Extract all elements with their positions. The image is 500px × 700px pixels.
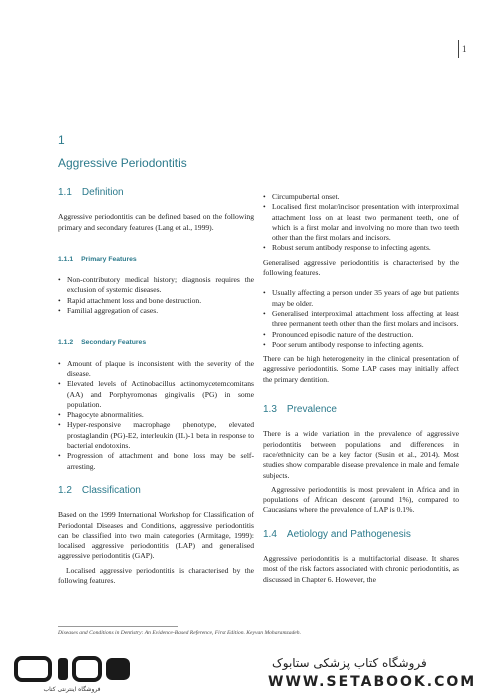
section-1-4-heading: 1.4 Aetiology and Pathogenesis	[263, 528, 411, 540]
left-column	[58, 188, 254, 590]
primary-features-list	[58, 275, 254, 316]
list-item: • Progression of attachment and bone loss may be self-arresting.	[67, 451, 254, 472]
heterogeneity-paragraph: There can be high heterogeneity in the clinical presentation of aggressive periodontitis. Some LAP cases may initially affect the primary dentition.	[263, 354, 459, 384]
svg-text:فروشگاه اینترنتی کتاب: فروشگاه اینترنتی کتاب	[43, 686, 101, 693]
section-1-2-heading: 1.2 Classification	[58, 484, 141, 496]
list-item: • Pronounced episodic nature of the destruction.	[272, 330, 459, 340]
banner-persian-title: فروشگاه کتاب پزشکی ستابوک	[272, 656, 427, 670]
aetiology-paragraph: Aggressive periodontitis is a multifactorial disease. It shares most of the risk factors associated with chronic periodontitis, as discussed in Chapter 6. However, the	[263, 554, 459, 584]
watermark-banner	[0, 646, 500, 700]
list-item: • Elevated levels of Actinobacillus actinomycetemcomitans (AA) and Porphyromonas gingivalis (PG) in some population.	[67, 379, 254, 410]
list-item: • Circumpubertal onset.	[272, 192, 459, 202]
chapter-title: Aggressive Periodontitis	[58, 156, 187, 170]
classification-paragraph: Based on the 1999 International Workshop for Classification of Periodontal Diseases and Conditions, aggressive periodontitis can be classified into two main categories (Armitage, 1999): localised aggressive periodontitis (LAP) and generalised aggressive periodontitis (GAP).	[58, 510, 254, 561]
list-item: • Phagocyte abnormalities.	[67, 410, 254, 420]
secondary-features-list	[58, 359, 254, 472]
prevalence-paragraph-2: Aggressive periodontitis is most prevalent in Africa and in populations of African descent (around 1%), compared to Caucasians where the prevalence of LAP is 0.1%.	[263, 484, 459, 515]
list-item: • Familial aggregation of cases.	[67, 306, 254, 316]
right-column	[263, 192, 459, 589]
footnote-rule	[58, 626, 178, 627]
section-1-3-heading: 1.3 Prevalence	[263, 404, 337, 416]
footnote: Diseases and Conditions in Dentistry: An Evidence-Based Reference, First Edition. Keyvan Moharamzadeh.	[58, 630, 301, 636]
lap-intro-paragraph: Localised aggressive periodontitis is characterised by the following features.	[58, 565, 254, 586]
lap-features-list	[263, 192, 459, 254]
section-1-1-heading: 1.1 Definition	[58, 187, 124, 198]
definition-paragraph: Aggressive periodontitis can be defined based on the following primary and secondary features (Lang et al., 1999).	[58, 212, 254, 232]
section-1-1-1-heading: 1.1.1 Primary Features	[58, 255, 137, 263]
list-item: • Localised first molar/incisor presentation with interproximal attachment loss on at least two permanent teeth, one of which is a first molar and involving no more than two teeth other than the first molars and incisors.	[272, 202, 459, 243]
chapter-number: 1	[58, 133, 65, 147]
list-item: • Poor serum antibody response to infecting agents.	[272, 340, 459, 350]
page-number: 1	[462, 44, 467, 54]
prevalence-paragraph-1: There is a wide variation in the prevalence of aggressive periodontitis between populations and differences in race/ethnicity can be a key factor (Susin et al., 2014). Most studies show comparable disease prevalence in male and female subjects.	[263, 429, 459, 480]
banner-url[interactable]: WWW.SETABOOK.COM	[268, 674, 477, 690]
list-item: • Usually affecting a person under 35 years of age but patients may be older.	[272, 288, 459, 309]
gap-features-list	[263, 288, 459, 350]
gap-intro-paragraph: Generalised aggressive periodontitis is characterised by the following features.	[263, 257, 459, 278]
section-1-1-2-heading: 1.1.2 Secondary Features	[58, 339, 147, 347]
list-item: • Hyper-responsive macrophage phenotype, elevated prostaglandin (PG)-E2, interleukin (IL)-1 beta in response to bacterial endotoxins.	[67, 420, 254, 451]
list-item: • Non-contributory medical history; diagnosis requires the exclusion of systemic diseases.	[67, 275, 254, 296]
list-item: • Generalised interproximal attachment loss affecting at least three permanent teeth other than the first molars and incisors.	[272, 309, 459, 330]
page-number-rule	[458, 40, 459, 58]
list-item: • Robust serum antibody response to infecting agents.	[272, 243, 459, 253]
list-item: • Rapid attachment loss and bone destruction.	[67, 296, 254, 306]
setabook-logo	[14, 654, 134, 694]
list-item: • Amount of plaque is inconsistent with the severity of the disease.	[67, 359, 254, 380]
